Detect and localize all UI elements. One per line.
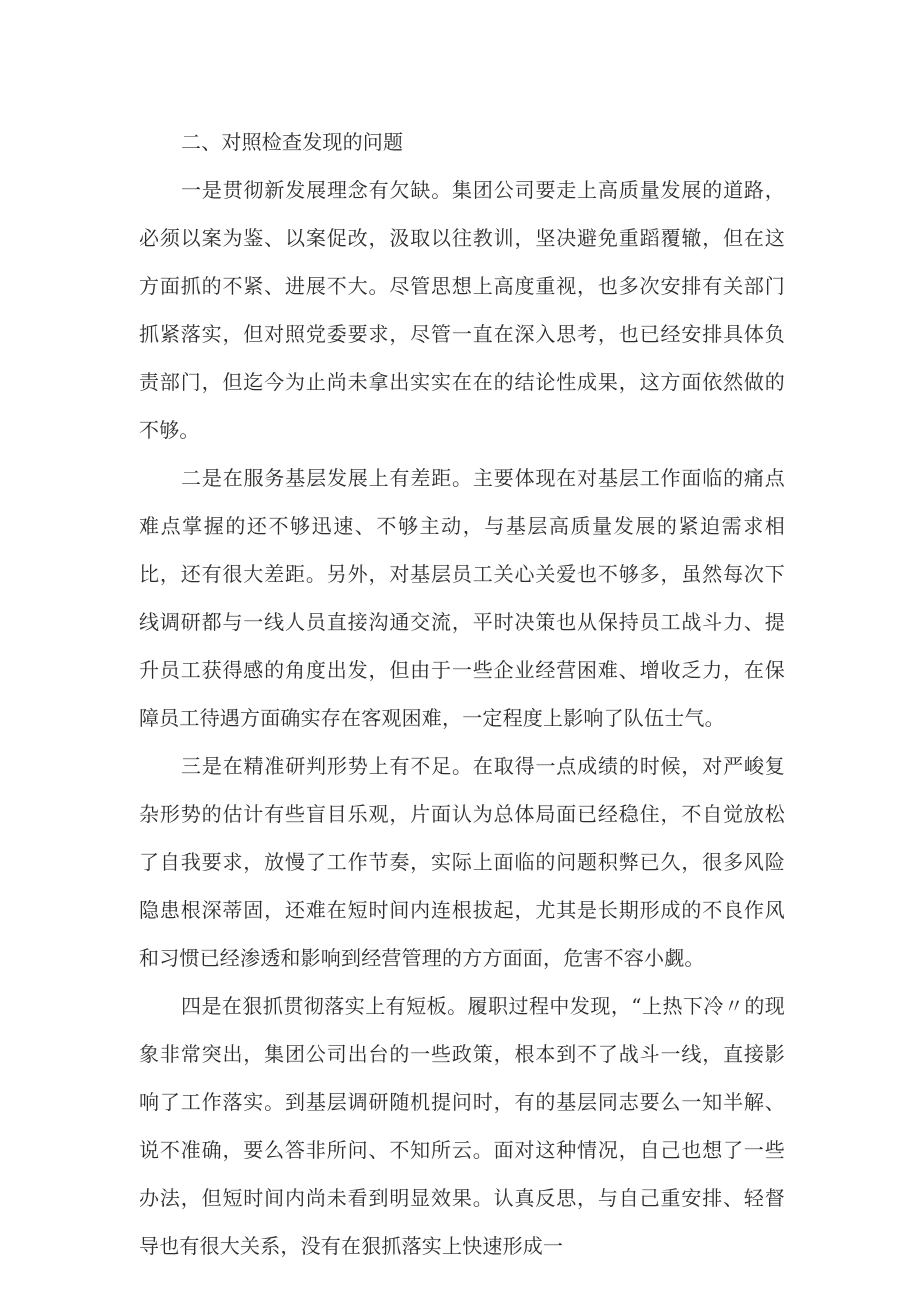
paragraph-3: 三是在精准研判形势上有不足。在取得一点成绩的时候，对严峻复杂形势的估计有些盲目乐观，片面认为总体局面已经稳住，不自觉放松了自我要求，放慢了工作节奏，实际上面临的问题积弊已久，很多风险隐患根深蒂固，还难在短时间内连根拔起，尤其是长期形成的不良作风和习惯已经渗透和影响到经营管理的方方面面，危害不容小觑。 — [139, 754, 785, 970]
paragraph-4: 四是在狠抓贯彻落实上有短板。履职过程中发现，“上热下冷〃的现象非常突出，集团公司出台的一些政策，根本到不了战斗一线，直接影响了工作落实。到基层调研随机提问时，有的基层同志要么一知半解、说不准确，要么答非所问、不知所云。面对这种情况，自己也想了一些办法，但短时间内尚未看到明显效果。认真反思，与自己重安排、轻督导也有很大关系，没有在狠抓落实上快速形成一 — [139, 994, 785, 1258]
paragraph-2: 二是在服务基层发展上有差距。主要体现在对基层工作面临的痛点难点掌握的还不够迅速、不够主动，与基层高质量发展的紧迫需求相比，还有很大差距。另外，对基层员工关心关爱也不够多，虽然每次下线调研都与一线人员直接沟通交流，平时决策也从保持员工战斗力、提升员工获得感的角度出发，但由于一些企业经营困难、增收乏力，在保障员工待遇方面确实存在客观困难，一定程度上影响了队伍士气。 — [139, 466, 785, 730]
document-body — [139, 118, 785, 1270]
section-heading: 二、对照检查发现的问题 — [181, 130, 404, 154]
paragraph-1: 一是贯彻新发展理念有欠缺。集团公司要走上高质量发展的道路，必须以案为鉴、以案促改，汲取以往教训，坚决避免重蹈覆辙，但在这方面抓的不紧、进展不大。尽管思想上高度重视，也多次安排有关部门抓紧落实，但对照党委要求，尽管一直在深入思考，也已经安排具体负责部门，但迄今为止尚未拿出实实在在的结论性成果，这方面依然做的不够。 — [139, 178, 785, 442]
